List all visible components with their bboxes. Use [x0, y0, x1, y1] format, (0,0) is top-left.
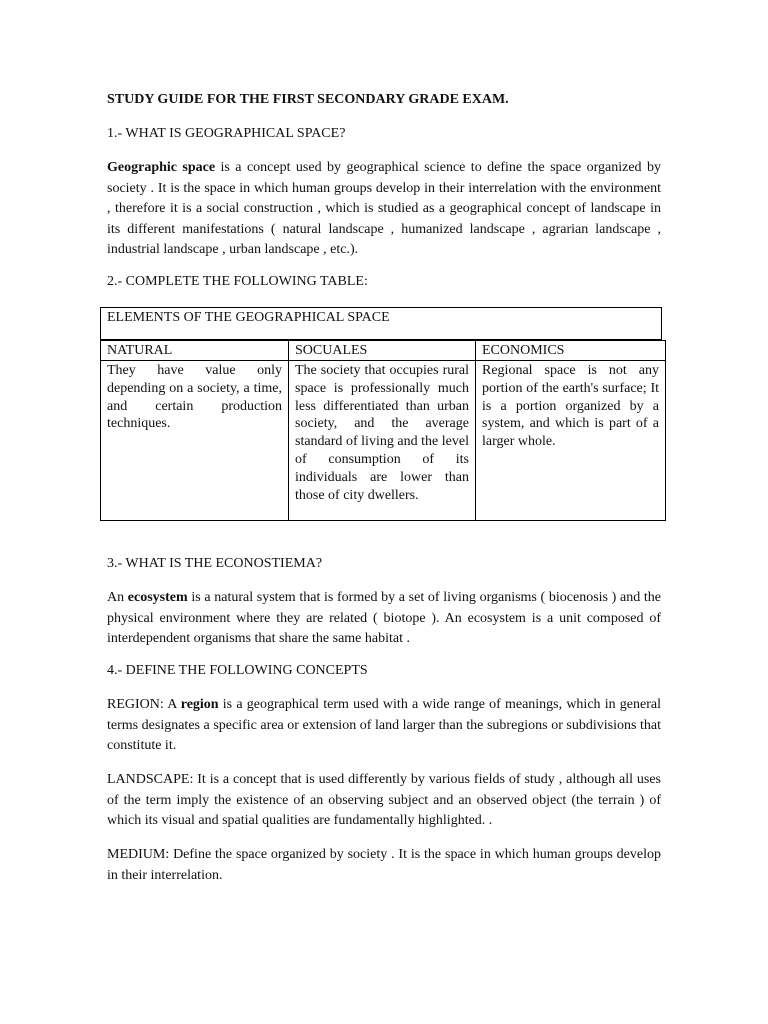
region-prefix: REGION: A — [107, 697, 181, 712]
column-header-socuales: SOCUALES — [289, 341, 476, 361]
question-4-heading: 4.- DEFINE THE FOLLOWING CONCEPTS — [107, 663, 368, 678]
region-term: region — [180, 697, 219, 712]
ecosystem-definition: is a natural system that is formed by a set of living organisms ( biocenosis ) and the physical environment where they are related ( biotope ). An ecosystem is a unit composed of interdependent organisms that share the same habitat . — [107, 590, 661, 646]
question-1-heading: 1.- WHAT IS GEOGRAPHICAL SPACE? — [107, 126, 346, 141]
document-title: STUDY GUIDE FOR THE FIRST SECONDARY GRADE EXAM. — [107, 92, 509, 107]
question-3-answer — [107, 588, 661, 650]
region-text: is a geographical term used with a wide range of meanings, which in general terms designates a specific area or extension of land larger than the subregions or subdivisions that constitute it. — [107, 697, 662, 753]
region-definition — [107, 695, 661, 757]
question-1-answer — [107, 158, 661, 261]
cell-natural: They have value only depending on a society, a time, and certain production techniques. — [101, 361, 289, 520]
question-2-heading: 2.- COMPLETE THE FOLLOWING TABLE: — [107, 274, 368, 289]
question-3-heading: 3.- WHAT IS THE ECONOSTIEMA? — [107, 556, 323, 571]
geographic-space-definition: is a concept used by geographical science to define the space organized by society . It is the space in which human groups develop in their interrelation with the environment , therefore it is a social construction , which is studied as a geographical concept of landscape in its different manifestations ( natural landscape , humanized landscape , agrarian landscape , industrial landscape , urban landscape , etc.). — [107, 160, 661, 257]
column-header-natural: NATURAL — [101, 341, 289, 361]
cell-economics: Regional space is not any portion of the earth's surface; It is a portion organized by a system, and which is part of a larger whole. — [482, 363, 659, 450]
ecosystem-prefix: An — [107, 590, 128, 605]
cell-socuales: The society that occupies rural space is professionally much less differentiated than urban society, and the average standard of living and the level of consumption of its individuals are lower than those of city dwellers. — [289, 361, 476, 520]
ecosystem-term: ecosystem — [127, 590, 188, 605]
column-header-economics: ECONOMICS — [476, 341, 665, 361]
geographic-space-term: Geographic space — [107, 160, 216, 175]
elements-table — [100, 340, 666, 521]
landscape-definition: LANDSCAPE: It is a concept that is used differently by various fields of study , although all uses of the term imply the existence of an observing subject and an observed object (the terrain ) of which its visual and spatial qualities are fundamentally highlighted. . — [107, 772, 661, 828]
table-title: ELEMENTS OF THE GEOGRAPHICAL SPACE — [100, 307, 662, 340]
medium-definition: MEDIUM: Define the space organized by society . It is the space in which human groups develop in their interrelation. — [107, 847, 661, 883]
